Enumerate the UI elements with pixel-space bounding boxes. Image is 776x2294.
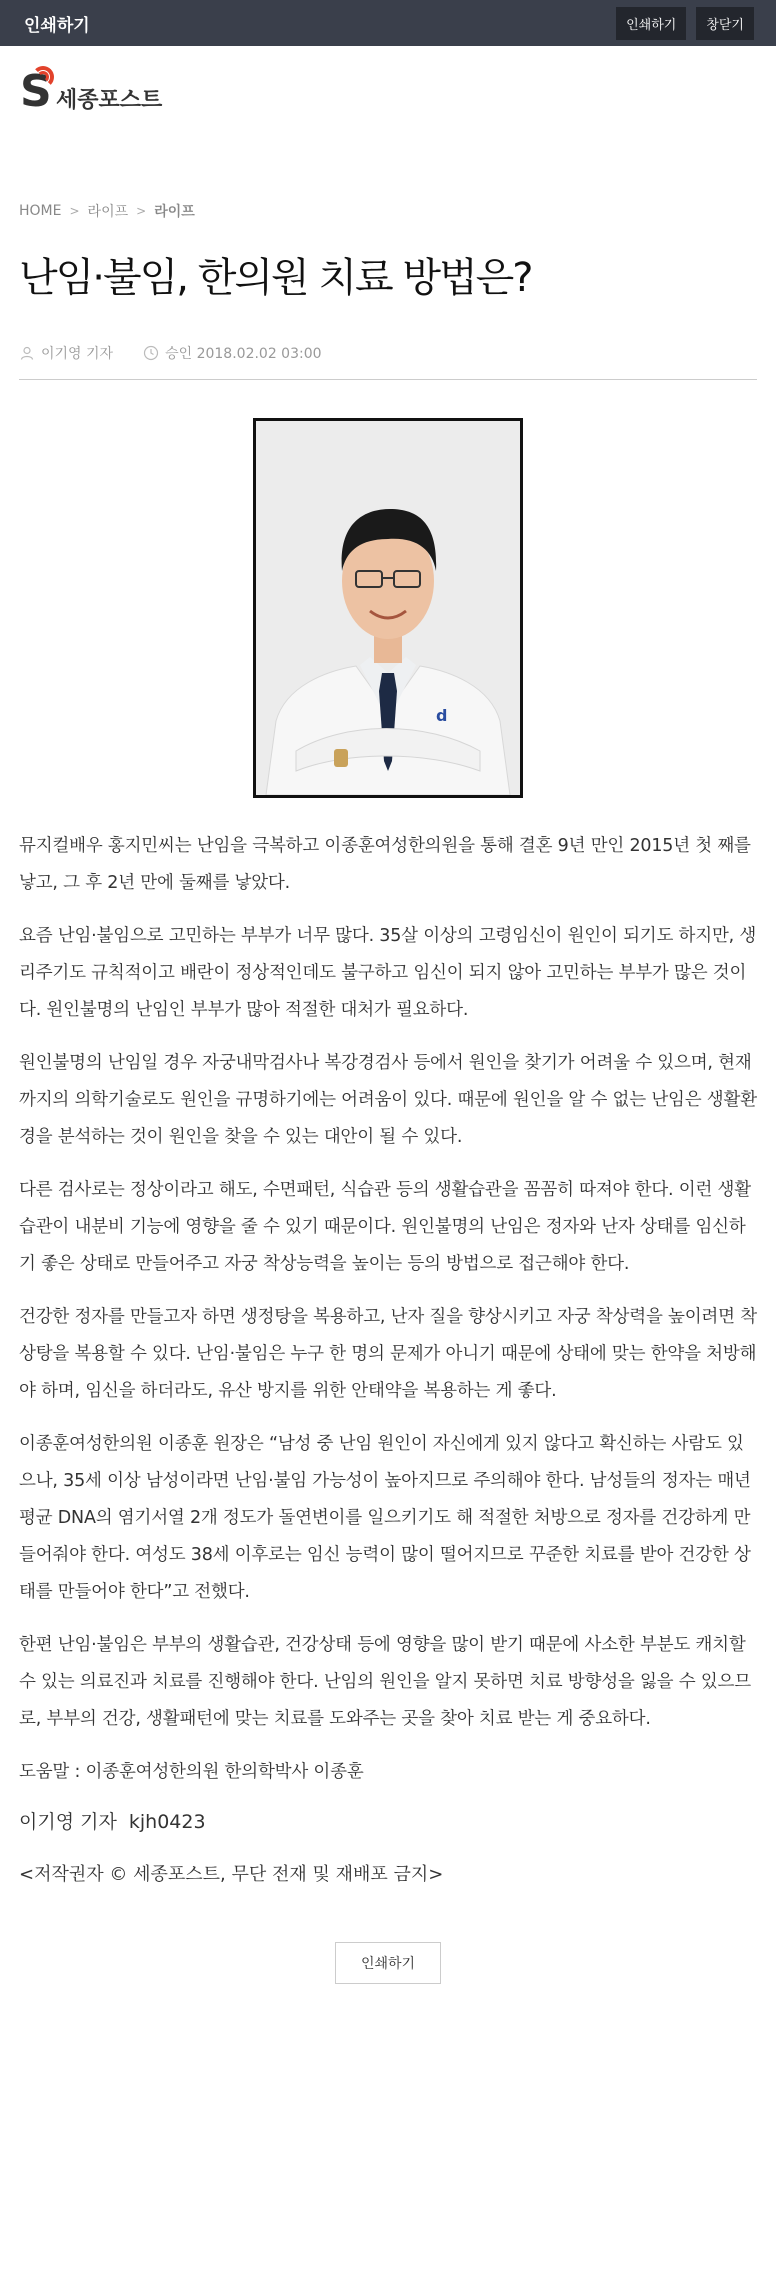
site-logo — [0, 46, 776, 136]
reporter-name: 이기영 기자 — [41, 346, 114, 362]
article-paragraph: 뮤지컬배우 홍지민씨는 난임을 극복하고 이종훈여성한의원을 통해 결혼 9년 만인 2015년 첫 째를 낳고, 그 후 2년 만에 둘째를 낳았다. — [19, 836, 751, 893]
svg-text:d: d — [436, 706, 448, 725]
reporter-signature: 이기영 기자 kjh0423 — [19, 1811, 206, 1833]
breadcrumb-section[interactable]: 라이프 — [87, 204, 129, 220]
print-header — [0, 0, 776, 46]
article-body — [0, 828, 776, 1791]
article-paragraph: 원인불명의 난임일 경우 자궁내막검사나 복강경검사 등에서 원인을 찾기가 어려울 수 있으며, 현재까지의 의학기술로도 원인을 규명하기에는 어려움이 있다. 때문에 원인을 알 수 없는 난임은 생활환경을 분석하는 것이 원인을 찾을 수 있는 대안이 될 수 있다. — [19, 1053, 757, 1147]
article-meta — [0, 343, 776, 363]
logo-text: 세종포스트 — [56, 87, 163, 113]
article-paragraph: 이종훈여성한의원 이종훈 원장은 “남성 중 난임 원인이 자신에게 있지 않다고 확신하는 사람도 있으나, 35세 이상 남성이라면 난임·불임 가능성이 높아지므로 주의해야 한다. 남성들의 정자는 매년 평균 DNA의 염기서열 2개 정도가 돌연변이를 일으키기도 해 적절한 처방으로 정자를 건강하게 만들어줘야 한다. 여성도 38세 이후로는 임신 능력이 많이 떨어지므로 꾸준한 치료를 받아 건강한 상태를 만들어야 한다”고 전했다. — [19, 1434, 751, 1602]
article-credit: 도움말 : 이종훈여성한의원 한의학박사 이종훈 — [19, 1762, 364, 1782]
breadcrumb-home[interactable]: HOME — [19, 203, 62, 219]
chevron-right-icon: > — [136, 204, 147, 218]
article-paragraph: 다른 검사로는 정상이라고 해도, 수면패턴, 식습관 등의 생활습관을 꼼꼼히 따져야 한다. 이런 생활 습관이 내분비 기능에 영향을 줄 수 있기 때문이다. 원인불명의 난임은 정자와 난자 상태를 임신하기 좋은 상태로 만들어주고 자궁 착상능력을 높이는 등의 방법으로 접근해야 한다. — [19, 1180, 751, 1274]
print-title: 인쇄하기 — [24, 15, 90, 36]
article-title: 난임·불임, 한의원 치료 방법은? — [19, 255, 532, 301]
header-buttons — [616, 7, 754, 40]
print-bottom-button[interactable]: 인쇄하기 — [335, 1942, 441, 1984]
user-icon — [19, 345, 35, 361]
article-photo — [253, 418, 523, 798]
approved-date: 승인 2018.02.02 03:00 — [165, 346, 322, 362]
article-paragraph: 건강한 정자를 만들고자 하면 생정탕을 복용하고, 난자 질을 향상시키고 자궁 착상력을 높이려면 착상탕을 복용할 수 있다. 난임·불임은 누구 한 명의 문제가 아니기 때문에 상태에 맞는 한약을 처방해야 하며, 임신을 하더라도, 유산 방지를 위한 안태약을 복용하는 게 좋다. — [19, 1307, 757, 1401]
article-paragraph: 요즘 난임·불임으로 고민하는 부부가 너무 많다. 35살 이상의 고령임신이 원인이 되기도 하지만, 생리주기도 규칙적이고 배란이 정상적인데도 불구하고 임신이 되지 않아 고민하는 부부가 많은 것이다. 원인불명의 난임인 부부가 많아 적절한 대처가 필요하다. — [19, 926, 757, 1020]
close-window-button[interactable]: 창닫기 — [696, 7, 754, 40]
clock-icon — [143, 345, 159, 361]
logo-mark-icon: S — [20, 66, 54, 116]
divider — [19, 379, 757, 380]
breadcrumb — [0, 136, 776, 222]
breadcrumb-current[interactable]: 라이프 — [154, 204, 195, 220]
chevron-right-icon: > — [69, 204, 80, 218]
article-paragraph: 한편 난임·불임은 부부의 생활습관, 건강상태 등에 영향을 많이 받기 때문에 사소한 부분도 캐치할 수 있는 의료진과 치료를 진행해야 한다. 난임의 원인을 알지 못하면 치료 방향성을 잃을 수 있으므로, 부부의 건강, 생활패턴에 맞는 치료를 도와주는 곳을 찾아 치료 받는 게 중요하다. — [19, 1635, 751, 1729]
copyright-notice: <저작권자 © 세종포스트, 무단 전재 및 재배포 금지> — [19, 1864, 444, 1885]
print-button[interactable]: 인쇄하기 — [616, 7, 686, 40]
